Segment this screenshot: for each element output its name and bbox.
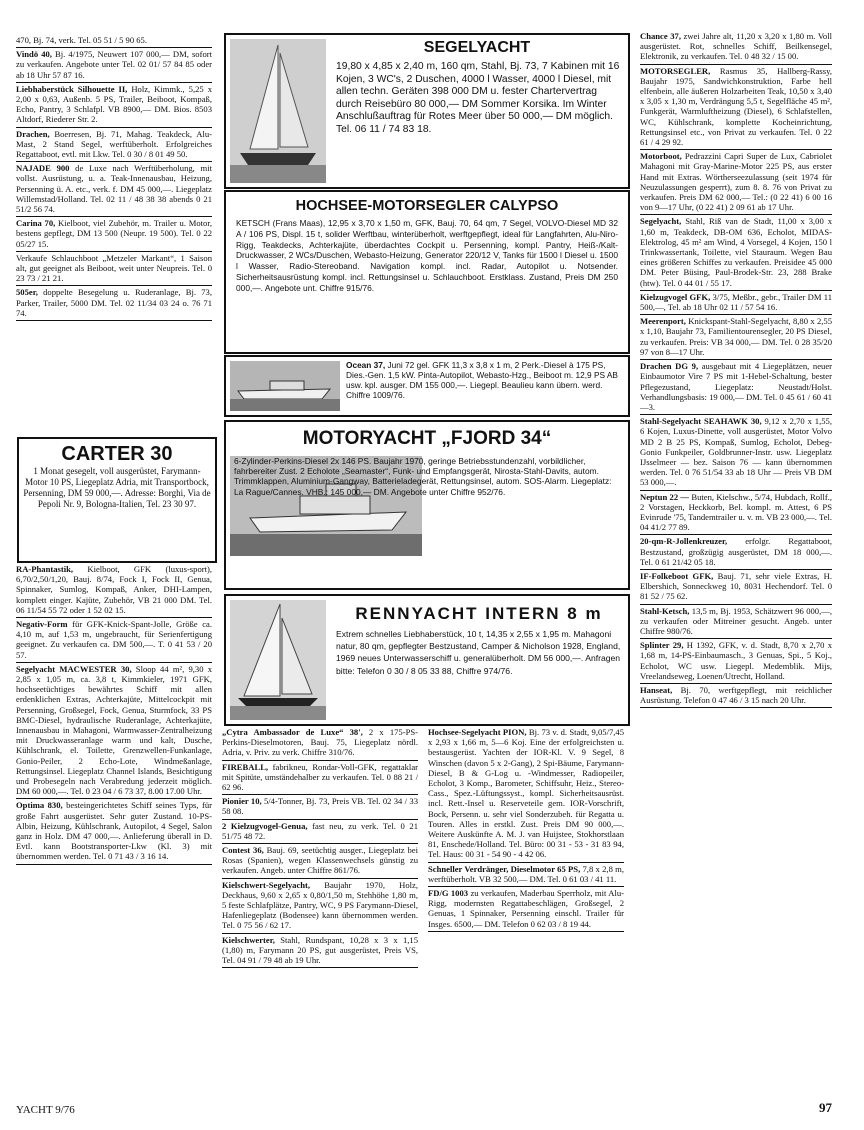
classified-ad <box>640 65 832 151</box>
ad-body: Baujahr 1970, Holz, Deckhaus, 9,60 x 2,65 x 0,80/1,50 m, Stehhöhe 1,80 m, 5 feste Schlafplätze, Pantry, WC, 9 PS Farymann-Diesel, Hafenliegeplatz (Bodensee) kann übernommen werden. Tel. 0 75 56 / 62 17. <box>222 879 418 931</box>
classified-ad <box>16 286 212 321</box>
ad-heading: Kielschwerter, <box>222 934 275 945</box>
ad-body: de Luxe nach Werftüberholung, mit vollst. Ausrüstung, u. a. Teak-Innenausbau, Heizung, Persenning ü. A. etc., verk. f. DM 45 000,—. Liegeplatz Willemstad/Holland. Tel. 02 11 / 48 38 38 abends 0 21 51/2 56 74. <box>16 163 212 215</box>
ad-heading: NAJADE 900 <box>16 163 70 174</box>
sailboat-photo <box>230 39 326 183</box>
ad-body: Kielboot, GFK (luxus-sport), 6,70/2,50/1,20, Bauj. 8/74, Fock I, Fock II, Genua, Spinnaker, Sumlog, Kompaß, Anker, DHI-Lampen, komplett einger. Kajüte, Zubehör, VB 21 000 DM. Tel. 06 11/54 55 72 oder 1 52 02 15. <box>16 564 212 615</box>
calypso-title: HOCHSEE-MOTORSEGLER CALYPSO <box>295 198 559 214</box>
ad-heading: Segelyacht MACWESTER 30, <box>16 663 132 674</box>
classified-ad <box>428 887 624 932</box>
column-1b <box>16 563 212 865</box>
classified-ad <box>640 150 832 215</box>
fjord-ad <box>224 420 630 590</box>
classified-ad <box>640 291 832 315</box>
ad-heading: Motorboot, <box>640 151 682 162</box>
classified-ad <box>640 315 832 360</box>
ad-heading: „Cytra Ambassador de Luxe“ 38', <box>222 727 363 737</box>
classified-ad <box>428 863 624 887</box>
segelyacht-text: 19,80 x 4,85 x 2,40 m, 160 qm, Stahl, Bj. 73, 7 Kabinen mit 16 Kojen, 3 WC's, 2 Duschen, 4000 l Wasser, 4000 l Diesel, mit allen techn. Geräten 398 000 DM u. fester Chartervertrag durch Reisebüro 80 000,— DM Sommer Korsika. Im Winter Anschlußauftrag für Rotes Meer über 50 000,— DM möglich. Tel. 06 11 / 74 83 18. <box>336 61 620 135</box>
ad-heading: IF-Folkeboot GFK, <box>640 570 714 581</box>
ad-heading: Contest 36, <box>222 845 264 856</box>
renny-ad <box>224 594 630 726</box>
classified-ad <box>222 820 418 844</box>
ocean-title: Ocean 37, <box>346 360 386 370</box>
ad-body: Kielboot, viel Zubehör, m. Trailer u. Motor, bestens gepflegt, DM 13 500 (Neupr. 19 500). Tel. 0 22 05/27 15. <box>16 218 213 249</box>
ad-body: Buten, Kielschw., 5/74, Hubdach, Rollf., 2 Vorstagen, Heckkorb, Bel. kompl. m. Attest, 6 PS Evinrude '75, Tandemtrailer u. v. m. VB 23 000,—. Tel. 04 41/2 77 89. <box>640 491 832 533</box>
ad-heading: Liebhaberstück Silhouette II, <box>16 83 128 94</box>
fjord-text: 6-Zylinder-Perkins-Diesel 2x 146 PS. Baujahr 1970, geringe Betriebsstundenzahl, vorbildlicher, fahrbereiter Zust. 2 Echolote „Seamaster“, Funk- und Empfangsgerät, Nirosta-Stahl-Davits, autom. Trimmklappen, Aluminium-Gangway, Batterieladegerät, Rettungsinsel, autom. SOS-Alarm. Liegeplatz: La Rague/Cannes. VHB.: 145 000,— DM. Angebote unter Chiffre 952/76. <box>234 456 612 497</box>
classified-ad <box>222 844 418 879</box>
ad-heading: 505er, <box>16 287 38 298</box>
renny-text: Extrem schnelles Liebhaberstück, 10 t, 14,35 x 2,55 x 1,95 m. Mahagoni natur, 80 qm, gepflegter Bestzustand, Camper & Nicholson 1928, England, 1969 neues Unterwasserschiff u. generalüberholt. DM 56 000,—. Anfragen bitte: Telefon 0 30 / 8 05 33 88, Chiffre 974/76. <box>336 629 621 676</box>
ad-body: 13,5 m, Bj. 1953, Schätzwert 96 000,—, zu verkaufen oder Mitreiner gesucht. Angeb. unter Chiffre 980/76. <box>640 605 832 636</box>
ad-body: doppelte Besegelung u. Ruderanlage, Bj. 73, Parker, Trailer, 5000 DM. Tel. 02 11/34 03 24 o. 76 71 74. <box>16 287 212 318</box>
ad-heading: Meerenport, <box>640 316 686 327</box>
classified-ad <box>16 563 212 618</box>
ad-body: 7,8 x 2,8 m, werftüberholt. VB 32 500,— DM. Tel. 0 61 03 / 41 11. <box>428 863 624 884</box>
fjord-title: MOTORYACHT „FJORD 34“ <box>302 428 552 449</box>
ad-heading: Splinter 29, <box>640 640 684 651</box>
ocean-body: Juni 72 gel. GFK 11,3 x 3,8 x 1 m, 2 Perk.-Diesel à 175 PS, Dies.-Gen. 1,5 kW. Pinta-Autopilot, Webasto-Hzg., Beiboot m. 12,9 PS AB usw. kpl. ausger. DM 155 000,—. Liegepl. Beaulieu kann übern. werd. Chiffre 1009/76. <box>346 360 618 400</box>
classified-ad <box>640 360 832 415</box>
ad-body: zwei Jahre alt, 11,20 x 3,20 x 1,80 m. Voll ausgerüstet. Rot, schnelles Schiff, Beilkensegel, Elektronik, zu verkaufen. Tel. 0 48 32 / 15 00. <box>640 31 832 62</box>
classified-ad <box>16 618 212 663</box>
ad-heading: Chance 37, <box>640 31 681 41</box>
ad-body: Sloop 44 m², 9,30 x 2,85 x 1,05 m, ca. 3,8 t, Kimmkieler, 1971 GFK, hochseetüchtiges bewährtes Schiff mit allen erdenklichen Extras, Achterkajüte, Mittelcockpit mit Persenning, Großsegel, Fock, Genua, Sturmfock, 33 PS BMC-Diesel, hydraulische Ruderanlage, Achterkajüte, Innenausbau in Mahagoni, Warmwasser-Zentralheizung mit Druckwasseranlage warm und kalt, Dusche, Kühlschrank, el. Toilette, Grenzwellen-Funkanlage, Gonio-Peiler, 2 Echo-Lote, Windmeßanlage, Rettungsinsel. Liegeplatz Channel Islands, Besichtigung und Probesegeln nach Verabredung jederzeit möglich. DM 60 000,—. Tel. 0 23 04 / 6 73 37, 8.00 17.00 Uhr. <box>16 663 213 797</box>
classified-ad <box>640 415 832 490</box>
ad-heading: 2 Kielzugvogel-Genua, <box>222 820 308 831</box>
classified-ad <box>16 34 212 48</box>
carter-title: CARTER 30 <box>61 443 173 465</box>
calypso-text: KETSCH (Frans Maas), 12,95 x 3,70 x 1,50 m, GFK, Bauj. 70, 64 qm, 7 Segel, VOLVO-Diesel MD 32 A / 106 PS, Displ. 15 t, solider Werftbau, winterüberholt, werftgepflegt, ideal für Langfahrten, Alu-Niro-Rigg, Teakdecks, Achterkajüte, überdachtes Cockpit u. Persenning, kompl. Pantry, Heiß-/Kalt-Druckwasser, 2 WCs/Duschen, Webasto-Heizung, Generator 220/12 V, Tanks für 1500 l Diesel u. 1500 l Wasser, Radio-Stereoband. Navigation kompl. incl. Radar, Autopilot u. Notsender. Sicherheitsausrüstung kompl. incl. Rettungsinsel u. Schlauchboot. Erstklass. Zustand, Preis DM 250 000,—. Angebote unt. Chiffre 915/76. <box>236 218 618 293</box>
renny-title: RENNYACHT INTERN 8 m <box>355 604 603 623</box>
ad-body: fast neu, zu verk. Tel. 0 21 51/75 48 72. <box>222 820 418 841</box>
classified-ad <box>640 215 832 290</box>
ad-body: Boerresen, Bj. 71, Mahag. Teakdeck, Alu-Mast, 2 Stand Segel, werftüberholt. Erfolgreiches Regattaboot, evtl. mit Lkw. Tel. 0 30 / 8 01 49 50. <box>16 128 212 160</box>
classified-ad <box>640 491 832 536</box>
segelyacht-title: SEGELYACHT <box>423 39 531 56</box>
footer-magazine: YACHT 9/76 <box>16 1104 75 1116</box>
classified-ad <box>640 570 832 605</box>
column-3b <box>428 726 624 932</box>
carter-ad <box>17 437 217 563</box>
ad-body: Bauj. 69, seetüchtig ausger., Liegeplatz bei Rosas (Spanien), wegen Klassenwechsels günstig zu verkaufen. Angeb. unter Chiffre 861/76. <box>222 845 418 876</box>
classified-ad <box>640 535 832 570</box>
ad-body: H 1392, GFK, v. d. Stadt, 8,70 x 2,70 x 1,68 m, 14-PS-Einbaumasch., 3 Genuas, Spi., 5 Koj., Echolot, WC usw. Liegepl. Medemblik. Mijs, Vreelandseweg, Loenen/Utrecht, Holland. <box>640 640 833 681</box>
ad-body: Knickspant-Stahl-Segelyacht, 8,80 x 2,55 x 1,10, Baujahr 73, Familientourensegler, 20 PS Diesel, zu verkaufen. Preis: VB 34 000,— DM. Tel. 0 28 35/20 97 von 8—17 Uhr. <box>640 316 832 357</box>
ad-body: Holz, Kimmk., 5,25 x 2,00 x 0,63, Außenb. 5 PS, Trailer, Beiboot, Kompaß, Echo, Pantry, 3 Schlafpl. VB 8900,— DM. Bios. 8503 Altdorf, Riederer Str. 2. <box>16 83 212 125</box>
classified-ad <box>16 217 212 252</box>
ad-heading: Carina 70, <box>16 218 56 229</box>
segelyacht-ad <box>224 33 630 189</box>
motorboat-photo <box>230 361 340 411</box>
classified-ad <box>16 799 212 864</box>
carter-text: 1 Monat gesegelt, voll ausgerüstet, Farymann-Motor 10 PS, Liegeplatz Adria, mit Transportbock, Persenning, DM 59 000,—. Adresse: Borghi, Via de Pepoli Nr. 9, Bologna-Italien, Tel. 23 30 97. <box>23 466 211 509</box>
ad-heading: MOTORSEGLER, <box>640 65 711 76</box>
column-2b <box>222 726 418 968</box>
ad-heading: Pionier 10, <box>222 796 262 807</box>
column-1 <box>16 34 212 321</box>
classified-ad <box>16 663 212 800</box>
classified-ad <box>16 128 212 163</box>
ad-heading: Optima 830, <box>16 800 63 811</box>
rennyacht-photo <box>230 600 326 720</box>
ad-body: Verkaufe Schlauchboot „Metzeler Markant“, 1 Saison alt, gut geeignet als Beiboot, weit unter Neupreis. Tel. 0 23 73 / 21 21. <box>16 252 212 284</box>
ad-body: Pedrazzini Capri Super de Lux, Cabriolet Mahagoni mit Gray-Marine-Motor 225 PS, aus erster Hand mit Extras. Wörtherseezulassung (seit 1974 für Neuzulassungen gesperrt), zum 8. 8. 76 von Privat zu verkaufen. Preis DM 62 000,— Tel.: (0 22 41) 6 00 16 von 9—17 Uhr, (0 22 41) 2 09 61 ab 17 Uhr. <box>640 151 832 213</box>
ad-body: Bj. 73 v. d. Stadt, 9,05/7,45 x 2,93 x 1,66 m, 5—6 Koj. Eine der erfolgreichsten u. bestausgerüst. Yachten der IOR-Kl. V. 9 Segel, 8 Winschen (davon 5 x 2-Gang), 2 Spi-Bäume, Farymann-Diesel, B & G-Log u. -Windmesser, Radiopeiler, Echolot, 3 Komp., Barometer, Schiffsuhr, Heiz., Stereo-Cass., Spez.-Lüftungssyst., kompl. Sicherheitsausrüst. incl. Rett.-Insel u. Reserveteile gem. IOR-Vorschrift, Bock, Persenn. u. sehr viel Sonderzubeh. für Regatta u. Touren. Alles in erstkl. Zust. Preis DM 90 000,—. Weitere Auskünfte A. M. J. van Huijstee, Stokhorstlaan 81, Enschede/Holland. Tel. Büro: 00 31 - 53 - 31 83 94, Tel. Haus: 00 31 - 54 90 - 4 42 06. <box>428 727 624 860</box>
ad-body: 3/75, Meßbr., gebr., Trailer DM 11 500,—, Tel. ab 18 Uhr 02 11 / 57 54 16. <box>640 291 832 313</box>
ad-heading: Negativ-Form <box>16 619 68 630</box>
calypso-ad <box>224 190 630 354</box>
ad-body: Rasmus 35, Hallberg-Rassy, Baujahr 1975, Sandwichkonstruktion, Farbe hell elfenbein, alle äußeren Holzarbeiten Teak, 10,50 x 3,40 x 3,05 x 1,30 m, Verdrängung 5,5 t, Segelfläche 45 m², Funkgerät, Warmluftheizung (Diesel), 6 Schlafstellen, WC, Kühlschrank, komplette Kocheinrichtung, Rettungsinsel etc., von Privat zu verkaufen. Tel. 0 22 61 / 4 29 92. <box>640 65 832 148</box>
ad-heading: Stahl-Ketsch, <box>640 605 690 616</box>
classified-ad <box>640 684 832 708</box>
ad-heading: Hanseat, <box>640 684 673 695</box>
ad-body: ausgebaut mit 4 Liegeplätzen, neuer Einbaumotor Vire 7 PS mit 1-Hebel-Schaltung, bester Pflegezustand, Liegeplatz: Neustadt/Holst. Verhandlungsbasis: 19 000,— DM. Tel. 0 45 61 / 60 41—3. <box>640 361 832 412</box>
ocean-text <box>346 360 622 400</box>
ad-body: 5/4-Tonner, Bj. 73, Preis VB. Tel. 02 34 / 33 58 08. <box>222 796 418 817</box>
ad-heading: Vindö 40, <box>16 49 52 60</box>
classified-ad <box>16 252 212 287</box>
ad-body: erfolgr. Regattaboot, Bestzustand, großzügig ausgerüstet, DM 18 000,—. Tel. 0 61 21/42 05 18. <box>640 536 832 567</box>
ad-body: für GFK-Knick-Spant-Jolle, Größe ca. 4,10 m, auf 1,53 m, ungebraucht, für Serienfertigung geeignet. Zu verkaufen ca. DM 500,—. T. 0 41 53 / 20 57. <box>16 619 212 660</box>
ad-heading: Neptun 22 — <box>640 491 690 502</box>
classified-ad <box>222 761 418 796</box>
classified-ad <box>16 48 212 83</box>
ad-body: zu verkaufen, Maderbau Sperrholz, mit Alu-Rigg, modernsten Regattabeschlägen, Großsegel, 2 Genuas, 1 Spinnaker, Persenning einschl. Trailer für Insges. 6500,— DM. Telefon 0 62 03 / 8 19 44. <box>428 888 624 929</box>
classified-ad <box>16 162 212 217</box>
ad-heading: Drachen, <box>16 128 50 139</box>
ad-body: 2 x 175-PS-Perkins-Dieselmotoren, Bauj. 75, Liegeplatz nördl. Adria, v. Priv. zu verk. Chiffre 310/76. <box>222 727 418 758</box>
column-4 <box>640 30 832 708</box>
ad-heading: Kielschwert-Segelyacht, <box>222 879 311 890</box>
classified-ad <box>640 639 832 684</box>
classified-ad <box>222 879 418 934</box>
ad-heading: Segelyacht, <box>640 216 682 227</box>
classified-ad <box>640 605 832 640</box>
ad-body: fabrikneu, Rondar-Voll-GFK, regattaklar mit Spitüte, umständehalber zu verkaufen. Tel. 0 88 21 / 62 96. <box>222 761 418 793</box>
ad-body: Stahl, Rundspant, 10,28 x 3 x 1,15 (1,80) m, Farymann 20 PS, gut ausgerüstet, Preis VS, Tel. 04 91 / 79 48 ab 19 Uhr. <box>222 934 418 966</box>
classified-ad <box>16 83 212 128</box>
ad-body: 9,12 x 2,70 x 1,55, 6 Kojen, Luxus-Dinette, voll ausgerüstet, Motor Volvo MD 2 B 25 PS, Kompaß, Sumlog, Echolot, Debeg-Gonio Funkpeiler, Goldbrunner-Instr. usw. Liegeplatz IJsselmeer — bez. Saison 76 — kann übernommen werden. Tel. 0 76 51/54 33 ab 18 Uhr — Preis VB DM 53 000,—. <box>640 416 832 488</box>
ad-heading: Schneller Verdränger, Dieselmotor 65 PS, <box>428 863 581 874</box>
ad-heading: FD/G 1003 <box>428 888 469 899</box>
classified-ad <box>640 30 832 65</box>
classified-ad <box>428 726 624 863</box>
ad-body: Bj. 70, werftgepflegt, mit reichlicher Ausrüstung. Telefon 0 47 46 / 3 15 nach 20 Uhr. <box>640 684 832 706</box>
ad-body: besteingerichtetes Schiff seines Typs, für große Fahrt ausgerüstet. Sehr guter Zustand. 10-PS-Albin, Heizung, Kühlschrank, Autopilot, 4 Segel, Salon ganz in Holz. DM 47 000,—. Anlieferung überall in D. Evtl. kann Bootstransporter-Lkw (Kl. 3) mit übernommen werden. Tel. 0 71 43 / 3 16 14. <box>16 800 212 862</box>
classified-ad <box>222 726 418 761</box>
ad-heading: Hochsee-Segelyacht PION, <box>428 727 527 737</box>
ad-heading: FIREBALL, <box>222 761 269 772</box>
ad-body: Stahl, Riß van de Stadt, 11,00 x 3,00 x 1,60 m, Teakdeck, DB-OM 636, Echolot, MIDAS-Elektrolog, 45 m² am Wind, 4 Vorsegel, 4 Kojen, 150 l Trinkwassertank, Toilette, viel Stauraum. Wegen Bau eines größeren Schiffes zu verkaufen. Preisidee 45 000 DM. Peter Büsing, Paul-Brodek-Str. 23, 288 Brake (htw). Tel. 0 44 01 / 55 17. <box>640 216 832 288</box>
ad-body: Bj. 4/1975, Neuwert 107 000,— DM, sofort zu verkaufen. Angebote unter Tel. 02 01/ 57 84 85 oder ab 18 Uhr 57 87 16. <box>16 49 213 80</box>
ad-heading: Kielzugvogel GFK, <box>640 291 711 302</box>
classified-ad <box>222 795 418 819</box>
ad-heading: Stahl-Segelyacht SEAHAWK 30, <box>640 416 762 427</box>
ad-body: 470, Bj. 74, verk. Tel. 05 51 / 5 90 65. <box>16 35 148 45</box>
ad-body: Bauj. 71, sehr viele Extras, H. Elbershich, Sonneckweg 10, 8031 Hechendorf. Tel. 0 81 52 / 75 62. <box>640 570 832 602</box>
footer-page-number: 97 <box>819 1100 832 1115</box>
ad-heading: Drachen DG 9, <box>640 361 699 372</box>
ad-heading: 20-qm-R-Jollenkreuzer, <box>640 536 728 547</box>
ocean-ad <box>224 355 630 417</box>
ad-heading: RA-Phantastik, <box>16 564 74 574</box>
classified-ad <box>222 934 418 969</box>
